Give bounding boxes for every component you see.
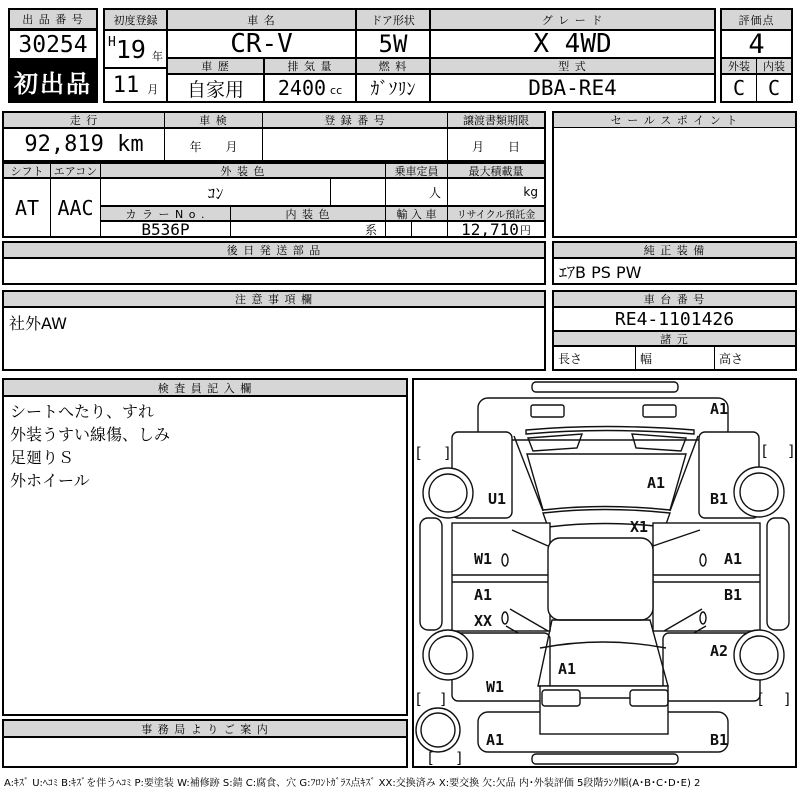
damage-mark-cowl: X1: [630, 518, 649, 536]
later-parts-header: 後 日 発 送 部 品: [3, 242, 545, 258]
doors-left: [452, 523, 550, 631]
first-reg-month: [104, 68, 167, 102]
int-color-value: 系: [230, 221, 386, 238]
transfer-docs-header: 譲渡書類期限: [447, 112, 545, 128]
import-cell-2: [411, 221, 448, 238]
damage-mark-front-right-fender: B1: [710, 490, 729, 508]
spec-length-cell: 長さ: [553, 346, 636, 370]
recycle-unit: 円: [519, 223, 531, 237]
model-code-value: DBA-RE4: [430, 74, 715, 102]
interior-grade-header: 内装: [756, 58, 792, 74]
legend-line: A:ｷｽﾞ U:ﾍｺﾐ B:ｷｽﾞを伴うﾍｺﾐ P:要塗装 W:補修跡 S:錆 C:腐食、穴 G:ﾌﾛﾝﾄｶﾞﾗｽ点ｷｽﾞ XX:交換済み X:要交換 欠:欠品 内･外装評価 5段階ﾗﾝｸ順(A･B･C･D･E) 2: [4, 778, 701, 789]
car-diagram-svg: [414, 380, 795, 766]
history-header: 車 歴: [167, 58, 264, 74]
reg-no-value: [262, 128, 448, 161]
first-reg-month-unit: 月: [147, 83, 159, 96]
rocker-left: [420, 518, 442, 630]
specs-header: 諸 元: [553, 331, 796, 346]
a-pillar-left: [514, 436, 543, 511]
damage-mark-rear-left-door: A1: [474, 586, 493, 604]
roof-cabin: [548, 538, 653, 620]
import-cell-1: [385, 221, 412, 238]
displacement-header: 排 気 量: [264, 58, 356, 74]
model-code-header: 型 式: [430, 58, 715, 74]
inspector-line: 外ホイール: [10, 471, 90, 490]
wheel-rear-left: [423, 630, 473, 680]
doors-right: [653, 523, 760, 631]
sales-point-body: [553, 128, 796, 237]
damage-mark-rear-bumper-left: A1: [486, 731, 505, 749]
recycle-value: [447, 221, 545, 238]
bracket-mark: [: [416, 444, 422, 462]
damage-mark-rear-gate: A1: [558, 660, 577, 678]
spec-height-cell: 高さ: [714, 346, 796, 370]
displacement-value: [264, 74, 356, 102]
bracket-mark: [: [762, 442, 768, 460]
wiper-right: [632, 434, 686, 451]
wheel-rear-right: [734, 630, 784, 680]
bracket-mark: [: [428, 749, 434, 766]
displacement-num: 2400: [277, 76, 327, 100]
damage-mark-rear-bumper-right: B1: [710, 731, 729, 749]
history-value: 自家用: [167, 74, 264, 102]
max-load-header: 最大積載量: [447, 163, 545, 178]
damage-mark-front-left-fender: U1: [488, 490, 507, 508]
aircon-header: エアコン: [50, 163, 101, 178]
aircon-value: AAC: [50, 178, 101, 237]
door-header: ドア形状: [356, 9, 430, 30]
damage-mark-rear-left-quarter: W1: [486, 678, 505, 696]
rear-gate-lower: [540, 686, 668, 734]
shift-header: シフト: [3, 163, 51, 178]
first-reg-year: [104, 30, 167, 68]
notes-value: 社外AW: [3, 307, 545, 370]
later-parts-body: [3, 258, 545, 284]
damage-mark-rear-right-door: B1: [724, 586, 743, 604]
auction-no-value: 30254: [8, 29, 98, 60]
damage-diagram: [412, 378, 797, 768]
a-pillar-right: [670, 436, 698, 511]
int-color-header: 内 装 色: [230, 206, 386, 221]
damage-mark-front-left-door: W1: [474, 550, 493, 568]
inspector-line: シートへたり、すれ: [10, 402, 155, 421]
inspection-value: 年 月: [164, 128, 263, 161]
door-value: 5W: [356, 30, 430, 58]
sales-point-header: セ ー ル ス ポ イ ン ト: [553, 112, 796, 128]
fuel-value: ｶﾞｿﾘﾝ: [356, 74, 430, 102]
bracket-mark: ]: [440, 690, 446, 708]
cowl-strip: [526, 427, 694, 435]
inspector-line: 外装うすい線傷、しみ: [10, 425, 171, 444]
front-edge-strip: [532, 382, 678, 392]
capacity-value: 人: [385, 178, 448, 206]
damage-mark-rear-right-quarter: A2: [710, 642, 729, 660]
color-no-value: B536P: [100, 221, 231, 238]
ext-color-value: ｺﾝ: [100, 178, 331, 206]
transfer-docs-value: 月 日: [447, 128, 545, 161]
recycle-header: リサイクル預託金: [447, 206, 545, 221]
oem-equip-value: ｴｱB PS PW: [553, 258, 796, 284]
color-no-header: カ ラ ー N o .: [100, 206, 231, 221]
wheel-front-right: [734, 467, 784, 517]
import-header: 輸 入 車: [385, 206, 448, 221]
bracket-mark: [: [416, 690, 422, 708]
bracket-mark: ]: [788, 442, 794, 460]
first-reg-year-unit: 年: [151, 50, 163, 63]
chassis-no-header: 車 台 番 号: [553, 291, 796, 307]
spec-width-cell: 幅: [635, 346, 715, 370]
shift-value: AT: [3, 178, 51, 237]
rocker-right: [767, 518, 789, 630]
chassis-no-value: RE4-1101426: [553, 307, 796, 331]
capacity-header: 乗車定員: [385, 163, 448, 178]
wheel-front-left: [423, 468, 473, 518]
bracket-mark: ]: [784, 690, 790, 708]
car-name-header: 車 名: [167, 9, 356, 30]
car-name-value: CR-V: [167, 30, 356, 58]
exterior-grade-value: C: [721, 74, 757, 102]
displacement-unit: cc: [330, 84, 343, 97]
front-bumper-grille-left: [531, 405, 564, 417]
first-listing-badge: 初出品: [8, 59, 98, 103]
exterior-grade-header: 外装: [721, 58, 757, 74]
inspection-header: 車 検: [164, 112, 263, 128]
auction-no-header: 出 品 番 号: [8, 8, 98, 30]
grade-value: X 4WD: [430, 30, 715, 58]
fuel-header: 燃 料: [356, 58, 430, 74]
first-reg-header: 初度登録: [104, 9, 167, 30]
inspector-body: [3, 396, 407, 715]
first-reg-year-num: 19: [115, 34, 146, 64]
office-header: 事 務 局 よ り ご 案 内: [3, 720, 407, 737]
rear-edge-strip: [532, 754, 678, 764]
office-body: [3, 737, 407, 767]
front-bumper-grille-right: [643, 405, 676, 417]
rear-window-line: [540, 642, 666, 648]
recycle-amount: 12,710: [461, 221, 519, 238]
spare-tire: [416, 708, 460, 752]
inspector-header: 検 査 員 記 入 欄: [3, 379, 407, 396]
ext-color-extra-cell: [330, 178, 386, 206]
bracket-mark: ]: [444, 444, 450, 462]
score-header: 評価点: [721, 9, 792, 30]
first-reg-month-num: 11: [112, 72, 140, 98]
reg-no-header: 登 録 番 号: [262, 112, 448, 128]
max-load-value: kg: [447, 178, 545, 206]
damage-mark-rear-left-door-replaced: XX: [474, 612, 493, 630]
cowl-panel: [543, 510, 670, 528]
interior-grade-value: C: [756, 74, 792, 102]
grade-header: グ レ ー ド: [430, 9, 715, 30]
bracket-mark: ]: [456, 749, 462, 766]
inspector-line: 足廻りＳ: [10, 448, 75, 467]
wiper-left: [528, 434, 582, 451]
first-reg-era: H: [108, 35, 116, 50]
score-value: 4: [721, 30, 792, 58]
bracket-mark: [: [758, 690, 764, 708]
damage-mark-hood: A1: [647, 474, 666, 492]
damage-mark-front-bumper: A1: [710, 400, 729, 418]
oem-equip-header: 純 正 装 備: [553, 242, 796, 258]
notes-header: 注 意 事 項 欄: [3, 291, 545, 307]
ext-color-header: 外 装 色: [100, 163, 386, 178]
damage-mark-front-right-door: A1: [724, 550, 743, 568]
mileage-header: 走 行: [3, 112, 165, 128]
mileage-value: 92,819 km: [3, 128, 165, 161]
